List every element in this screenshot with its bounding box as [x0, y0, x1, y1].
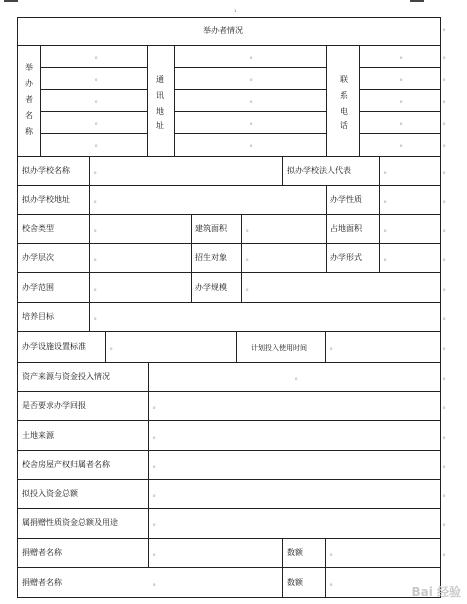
label-amount-2: 数额 — [287, 578, 303, 587]
form-title: 举办者情况 — [203, 26, 243, 35]
label-require-return: 是否要求办学回报 — [22, 401, 86, 410]
label-campus-ownership: 校舍房屋产权归属者名称 — [22, 460, 110, 469]
label-enroll-target: 招生对象 — [195, 253, 227, 262]
label-donor-name-1: 捐赠者名称 — [22, 548, 62, 557]
label-amount-1: 数额 — [287, 548, 303, 557]
corner-mark-left — [4, 0, 18, 2]
label-planned-investment: 拟投入资金总额 — [22, 489, 78, 498]
corner-mark-right — [410, 0, 424, 2]
label-building-area: 建筑面积 — [195, 224, 227, 233]
label-scale: 办学规模 — [195, 283, 227, 292]
label-facility-standard: 办学设施设置标准 — [22, 342, 86, 351]
label-land-area: 占地面积 — [330, 224, 362, 233]
label-planned-use-time: 计划投入使用时间 — [251, 344, 307, 352]
label-school-name: 拟办学校名称 — [22, 166, 70, 175]
label-form: 办学形式 — [330, 253, 362, 262]
label-asset-source: 资产来源与资金投入情况 — [22, 372, 110, 381]
label-training-goal: 培养目标 — [22, 312, 54, 321]
label-school-address: 拟办学校地址 — [22, 195, 70, 204]
top-mark: ₁ — [234, 7, 237, 14]
label-legal-rep: 拟办学校法人代表 — [287, 166, 351, 175]
watermark: Bai 经验 — [411, 585, 461, 599]
label-campus-type: 校舍类型 — [22, 224, 54, 233]
label-school-nature: 办学性质 — [330, 195, 362, 204]
label-land-source: 土地来源 — [22, 431, 54, 440]
label-donor-name-2: 捐赠者名称 — [22, 578, 62, 587]
label-scope: 办学范围 — [22, 283, 54, 292]
label-level: 办学层次 — [22, 253, 54, 262]
label-donation: 属捐赠性质资金总额及用途 — [22, 518, 118, 527]
